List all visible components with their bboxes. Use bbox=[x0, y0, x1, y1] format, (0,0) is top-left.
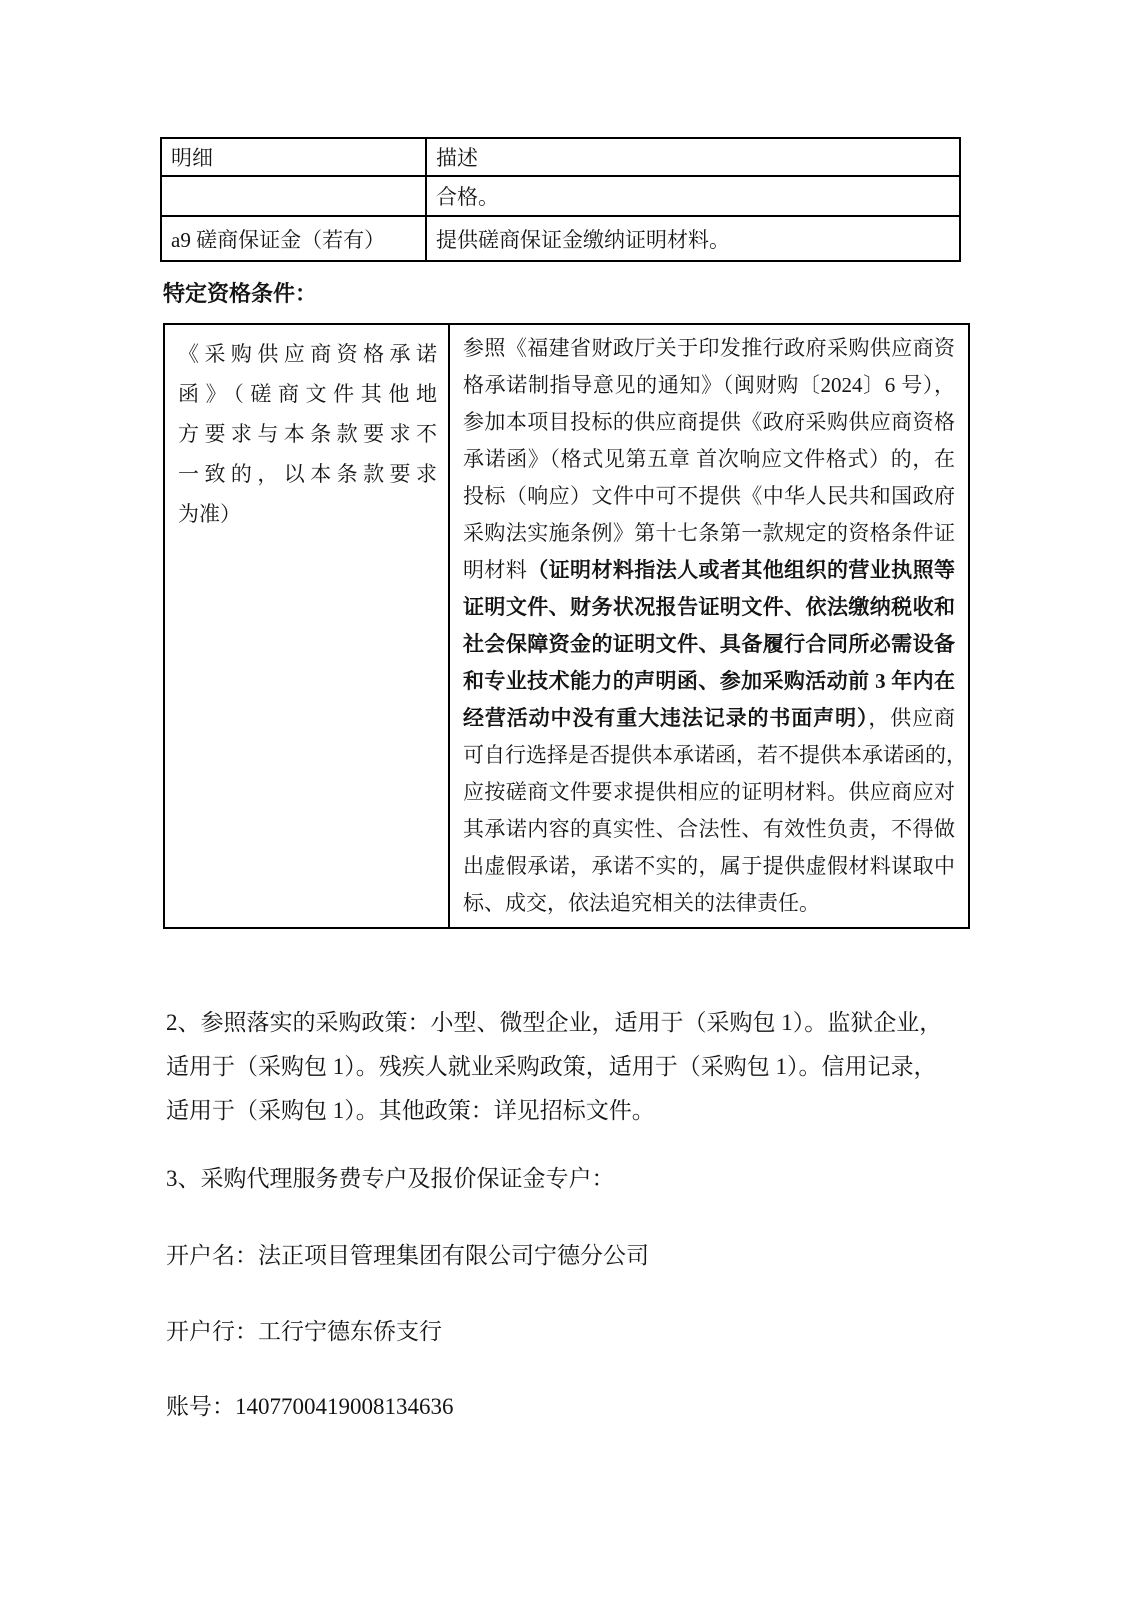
account-name-line: 开户名：法正项目管理集团有限公司宁德分公司 bbox=[166, 1243, 649, 1268]
commitment-right-line: 出虚假承诺，承诺不实的，属于提供虚假材料谋取中 bbox=[463, 854, 955, 878]
commitment-right-line: 其承诺内容的真实性、合法性、有效性负责，不得做 bbox=[463, 817, 955, 841]
text-run-bold: （证明材料指法人或者其他组织的营业执照等 bbox=[527, 558, 956, 582]
commitment-left-line: 为准） bbox=[178, 502, 241, 526]
policy-paragraph-line: 适用于（采购包 1）。残疾人就业采购政策，适用于（采购包 1）。信用记录， bbox=[166, 1054, 937, 1079]
qualification-table-header-detail: 明细 bbox=[161, 138, 426, 176]
commitment-right-line: 社会保障资金的证明文件、具备履行合同所必需设备 bbox=[463, 632, 955, 656]
policy-paragraph-line: 适用于（采购包 1）。其他政策：详见招标文件。 bbox=[166, 1098, 655, 1123]
table-row bbox=[161, 138, 960, 176]
commitment-table-right-cell bbox=[449, 324, 969, 928]
section-heading: 特定资格条件： bbox=[163, 281, 318, 306]
table-row bbox=[161, 216, 960, 261]
commitment-left-line: 方要求与本条款要求不 bbox=[178, 422, 437, 446]
qualification-table-cell-description: 合格。 bbox=[426, 176, 960, 216]
commitment-right-line: 承诺函》（格式见第五章 首次响应文件格式）的，在 bbox=[463, 447, 955, 471]
policy-paragraph-line: 2、参照落实的采购政策：小型、微型企业，适用于（采购包 1）。监狱企业， bbox=[166, 1010, 943, 1035]
table-row bbox=[164, 324, 969, 928]
qualification-table-header-description: 描述 bbox=[426, 138, 960, 176]
commitment-right-line: 投标（响应）文件中可不提供《中华人民共和国政府 bbox=[463, 484, 955, 508]
bank-line: 开户行：工行宁德东侨支行 bbox=[166, 1319, 442, 1344]
commitment-left-line: 一致的，以本条款要求 bbox=[178, 462, 437, 486]
text-run-bold: 经营活动中没有重大违法记录的书面声明） bbox=[463, 706, 869, 730]
text-run: ，供应商 bbox=[868, 706, 956, 730]
commitment-right-line: 参加本项目投标的供应商提供《政府采购供应商资格 bbox=[463, 410, 955, 434]
commitment-table bbox=[163, 323, 970, 929]
table-row bbox=[161, 176, 960, 216]
commitment-left-line: 《采购供应商资格承诺 bbox=[178, 342, 437, 366]
qualification-table bbox=[160, 137, 961, 262]
text-run: 明材料 bbox=[463, 558, 528, 582]
commitment-right-line bbox=[463, 552, 955, 589]
commitment-table-left-cell bbox=[164, 324, 449, 928]
qualification-table-cell-detail bbox=[161, 176, 426, 216]
commitment-right-line: 采购法实施条例》第十七条第一款规定的资格条件证 bbox=[463, 521, 955, 545]
commitment-right-line: 格承诺制指导意见的通知》（闽财购〔2024〕6 号）， bbox=[463, 373, 955, 397]
commitment-right-line bbox=[463, 700, 955, 737]
commitment-right-line: 可自行选择是否提供本承诺函，若不提供本承诺函的， bbox=[463, 743, 967, 767]
commitment-right-line: 和专业技术能力的声明函、参加采购活动前 3 年内在 bbox=[463, 669, 955, 693]
qualification-table-cell-description: 提供磋商保证金缴纳证明材料。 bbox=[426, 216, 960, 261]
account-section-heading: 3、采购代理服务费专户及报价保证金专户： bbox=[166, 1166, 615, 1191]
qualification-table-cell-detail: a9 磋商保证金（若有） bbox=[161, 216, 426, 261]
account-number-line: 账号：1407700419008134636 bbox=[166, 1394, 454, 1419]
commitment-right-line: 参照《福建省财政厅关于印发推行政府采购供应商资 bbox=[463, 336, 955, 360]
commitment-right-line: 标、成交，依法追究相关的法律责任。 bbox=[463, 891, 820, 915]
commitment-left-line: 函》（磋商文件其他地 bbox=[178, 382, 437, 406]
commitment-right-line: 应按磋商文件要求提供相应的证明材料。供应商应对 bbox=[463, 780, 955, 804]
commitment-right-line: 证明文件、财务状况报告证明文件、依法缴纳税收和 bbox=[463, 595, 955, 619]
